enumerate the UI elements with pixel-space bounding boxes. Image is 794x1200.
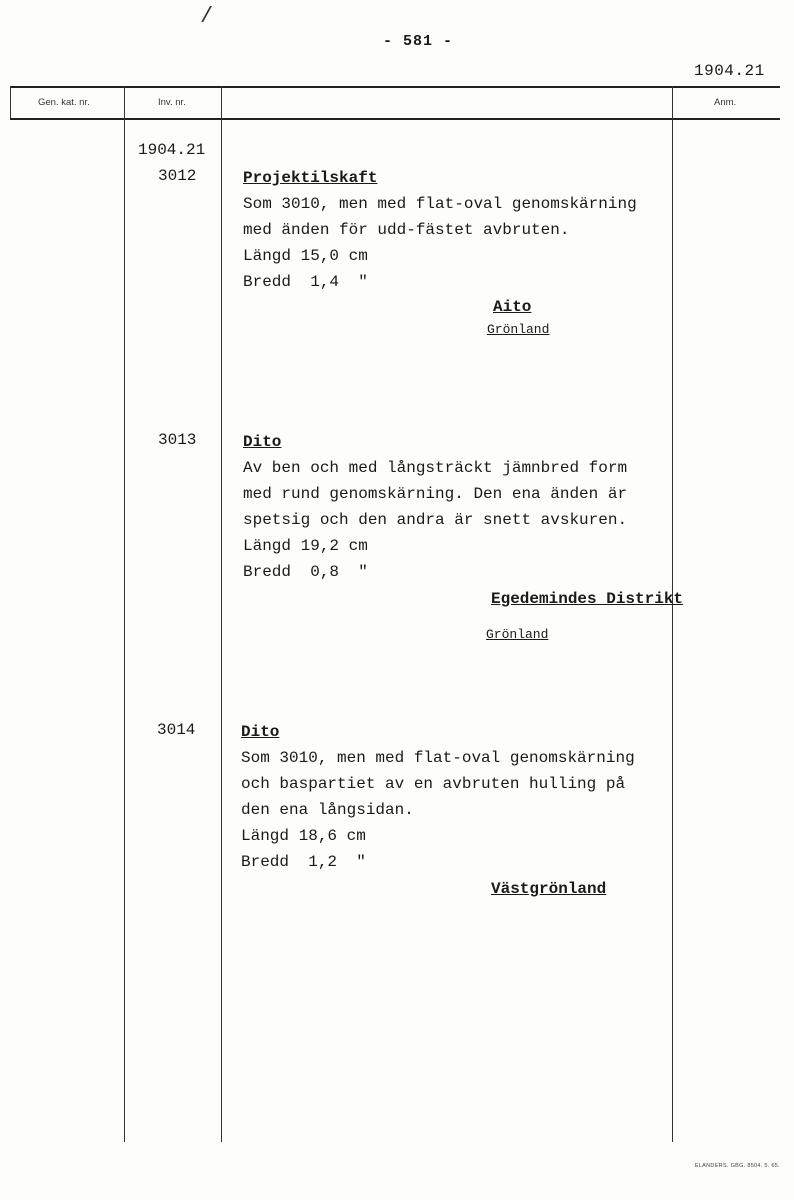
locality: Aito — [493, 298, 532, 316]
entry-title: Projektilskaft — [243, 169, 378, 187]
left-border-line — [10, 86, 11, 119]
entry-3014 — [241, 719, 635, 875]
inv-number-3014: 3014 — [157, 721, 196, 739]
width-measurement: Bredd 1,2 " — [241, 853, 366, 871]
entry-3012 — [243, 165, 637, 295]
column-header-inv-nr: Inv. nr. — [158, 97, 186, 108]
region: Grönland — [486, 627, 549, 642]
description-line: med rund genomskärning. Den ena änden är — [243, 485, 628, 503]
column-header-gen-kat-nr: Gen. kat. nr. — [38, 97, 90, 108]
entry-title: Dito — [243, 433, 282, 451]
width-measurement: Bredd 0,8 " — [243, 563, 368, 581]
description-line: och baspartiet av en avbruten hulling på — [241, 775, 626, 793]
inv-number-3012: 3012 — [158, 167, 197, 185]
printer-imprint: ELANDERS. GBG. 8504. 5. 65. — [694, 1163, 780, 1169]
column-divider-inv — [124, 86, 125, 1142]
description-line: Som 3010, men med flat-oval genomskärning — [241, 749, 635, 767]
column-header-anm: Anm. — [714, 97, 737, 108]
description-line: den ena långsidan. — [241, 801, 414, 819]
length-measurement: Längd 18,6 cm — [241, 827, 366, 845]
stray-pen-mark: / — [200, 4, 214, 29]
description-line: Av ben och med långsträckt jämnbred form — [243, 459, 628, 477]
length-measurement: Längd 19,2 cm — [243, 537, 368, 555]
column-divider-anm — [672, 86, 673, 1142]
locality: Egedemindes Distrikt — [491, 590, 684, 608]
page-reference: 1904.21 — [694, 62, 765, 80]
page-number: - 581 - — [383, 33, 454, 50]
description-line: med änden för udd-fästet avbruten. — [243, 221, 570, 239]
entry-title: Dito — [241, 723, 280, 741]
description-line: spetsig och den andra är snett avskuren. — [243, 511, 628, 529]
length-measurement: Längd 15,0 cm — [243, 247, 368, 265]
width-measurement: Bredd 1,4 " — [243, 273, 368, 291]
description-line: Som 3010, men med flat-oval genomskärning — [243, 195, 637, 213]
region: Grönland — [487, 322, 550, 337]
header-bottom-rule — [10, 118, 780, 120]
header-top-rule — [10, 86, 780, 88]
inv-number-3013: 3013 — [158, 431, 197, 449]
accession-number: 1904.21 — [138, 141, 206, 159]
entry-3013 — [243, 429, 627, 585]
locality: Västgrönland — [491, 880, 607, 898]
column-divider-desc — [221, 86, 222, 1142]
